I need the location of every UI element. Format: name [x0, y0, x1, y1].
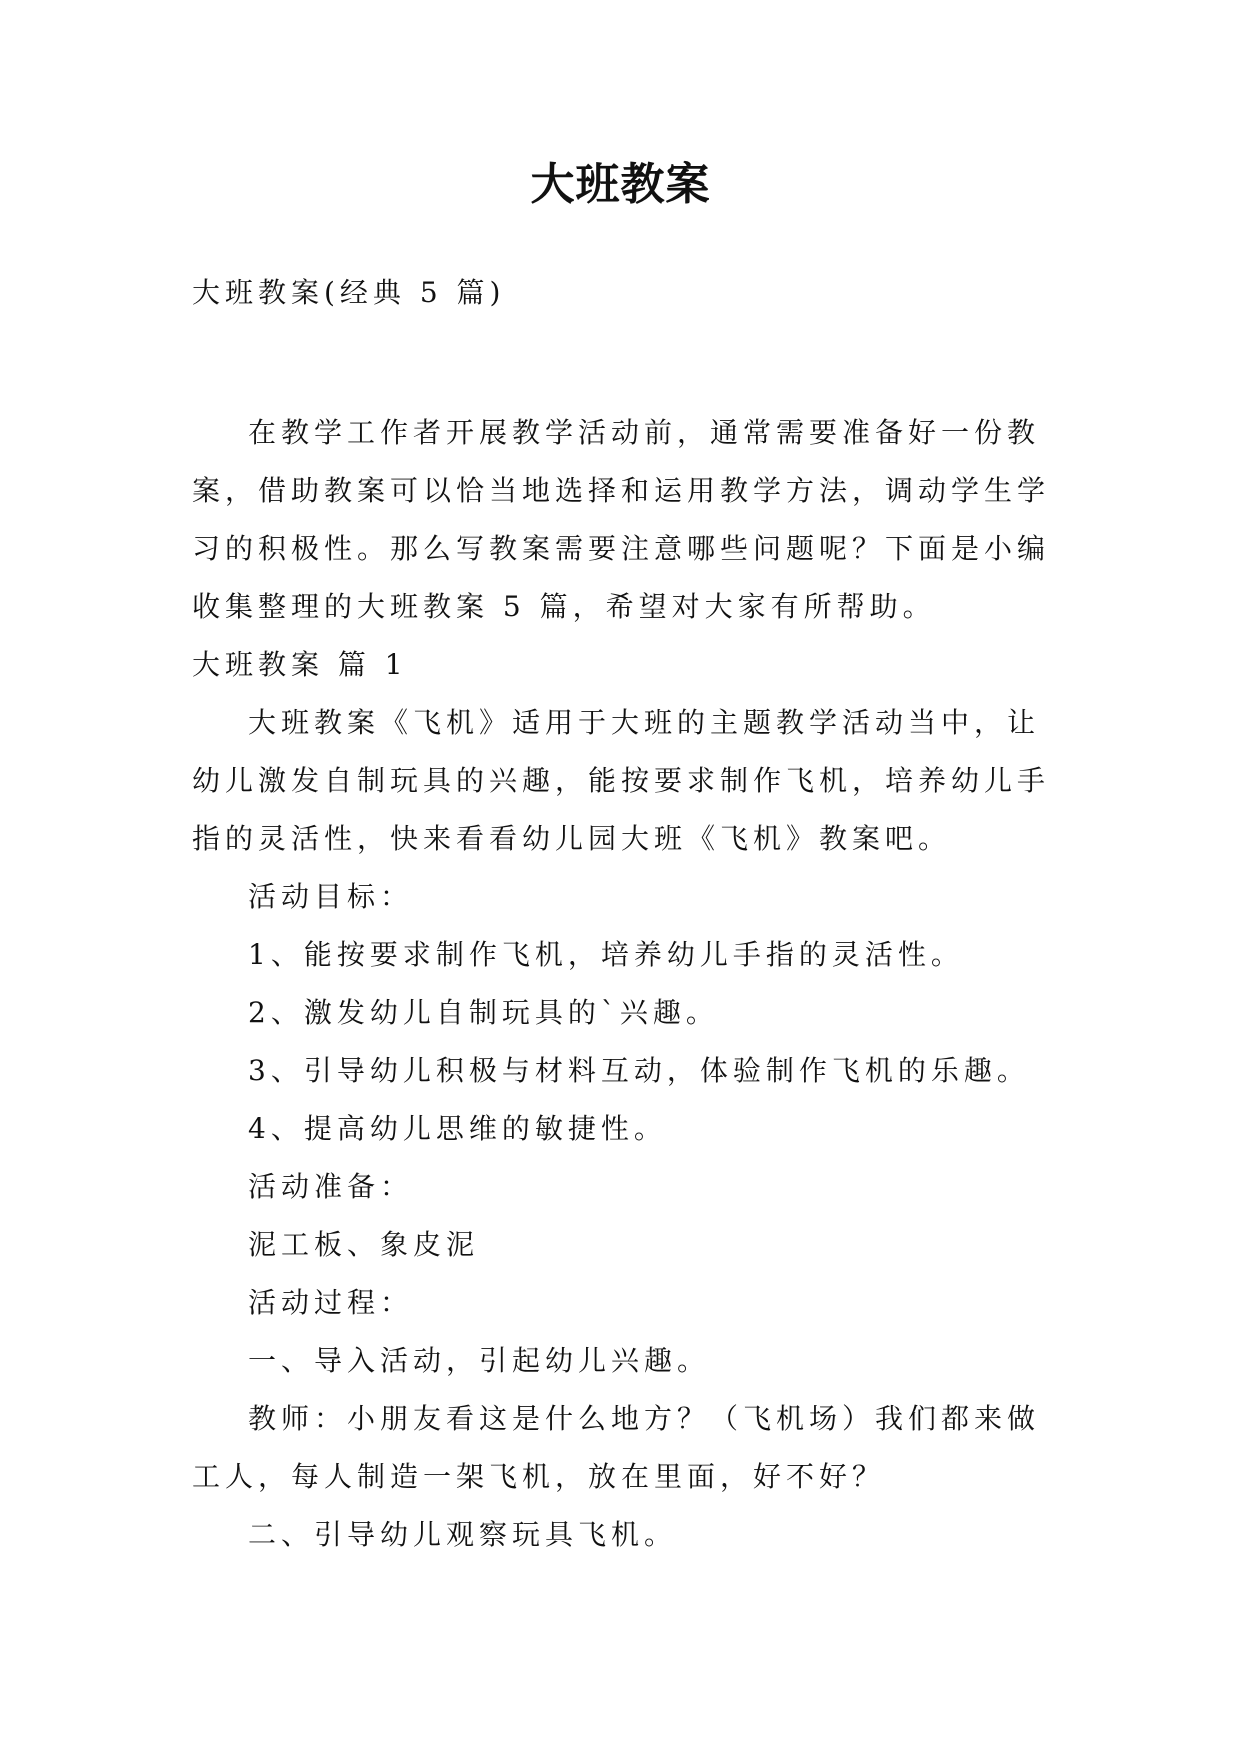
goals-heading: 活动目标： — [248, 880, 414, 913]
section-heading: 大班教案 篇 1 — [192, 648, 408, 681]
goal-item: 2、激发幼儿自制玩具的`兴趣。 — [248, 996, 719, 1029]
teacher-dialogue: 教师：小朋友看这是什么地方？（飞机场）我们都来做工人，每人制造一架飞机，放在里面，好不好？ — [192, 1402, 1041, 1493]
goal-item: 4、提高幼儿思维的敏捷性。 — [248, 1112, 667, 1145]
goal-item: 3、引导幼儿积极与材料互动，体验制作飞机的乐趣。 — [248, 1054, 1030, 1087]
process-heading: 活动过程： — [248, 1286, 414, 1319]
preparation-heading: 活动准备： — [248, 1170, 414, 1203]
paragraph-intro: 在教学工作者开展教学活动前，通常需要准备好一份教案，借助教案可以恰当地选择和运用教学方法，调动学生学习的积极性。那么写教案需要注意哪些问题呢？下面是小编收集整理的大班教案 5 篇，希望对大家有所帮助。 — [192, 416, 1051, 623]
paragraph-summary: 大班教案《飞机》适用于大班的主题教学活动当中，让幼儿激发自制玩具的兴趣，能按要求制作飞机，培养幼儿手指的灵活性，快来看看幼儿园大班《飞机》教案吧。 — [192, 706, 1051, 855]
process-step: 二、引导幼儿观察玩具飞机。 — [248, 1518, 678, 1551]
document-subtitle: 大班教案(经典 5 篇) — [192, 276, 506, 309]
document-body — [192, 404, 1052, 1564]
goal-item: 1、能按要求制作飞机，培养幼儿手指的灵活性。 — [248, 938, 964, 971]
document-title: 大班教案 — [530, 159, 711, 210]
preparation-materials: 泥工板、象皮泥 — [248, 1228, 480, 1261]
process-step: 一、导入活动，引起幼儿兴趣。 — [248, 1344, 711, 1377]
